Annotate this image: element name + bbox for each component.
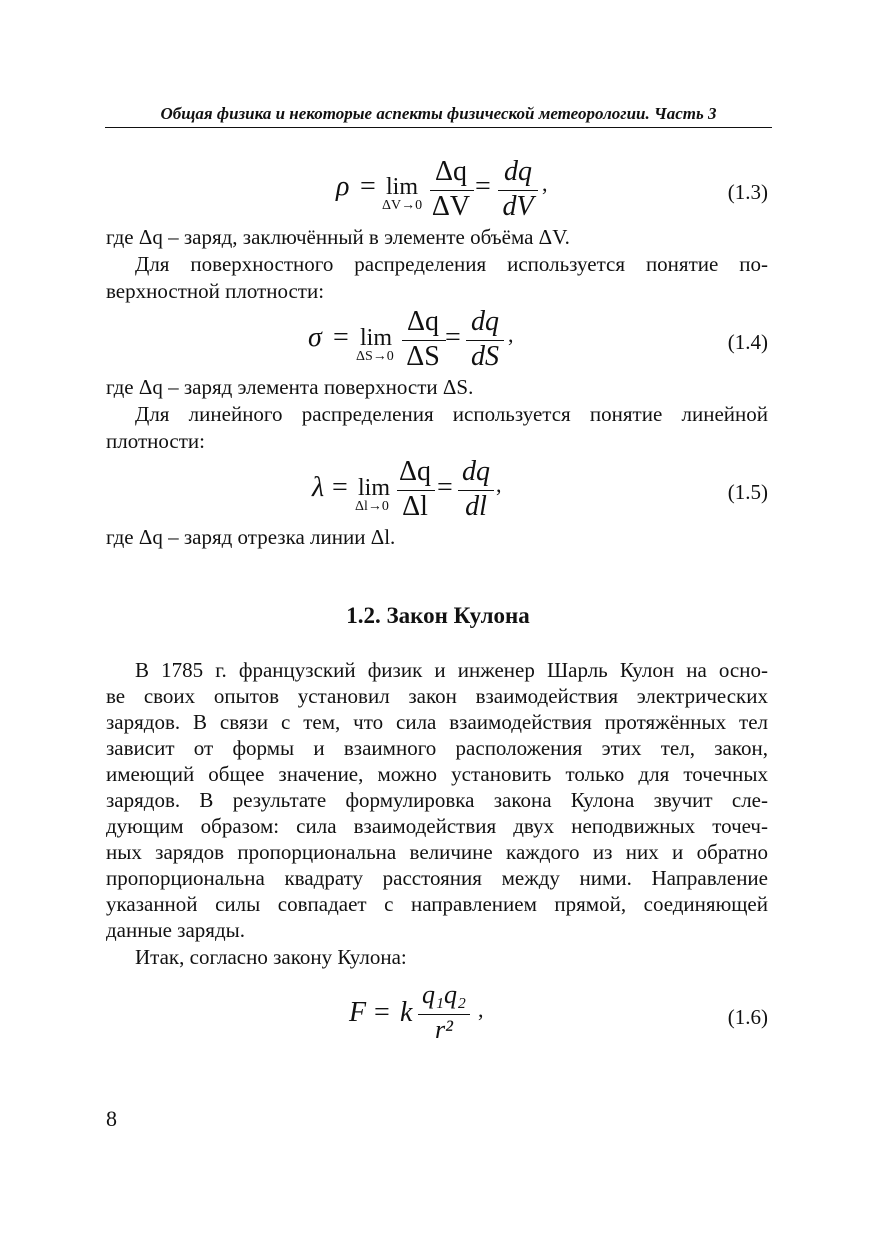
eq-equals: =: [332, 472, 348, 503]
eq-comma: ,: [496, 472, 502, 497]
eq-equals: =: [445, 322, 461, 353]
text-line: плотности:: [106, 429, 205, 453]
eq-num: dq: [471, 306, 499, 337]
equation-number: (1.5): [727, 480, 768, 504]
equation-number: (1.6): [727, 1005, 768, 1029]
eq-lhs: F: [349, 997, 367, 1028]
eq-lim-sub: ΔS→0: [356, 349, 394, 364]
eq-num: Δq: [398, 456, 431, 487]
eq-den: dS: [471, 341, 499, 372]
eq-den: Δl: [402, 491, 428, 522]
running-header: Общая физика и некоторые аспекты физической метеорологии. Часть 3: [105, 104, 772, 128]
eq-comma: ,: [478, 997, 484, 1022]
eq-lhs: ρ: [336, 171, 350, 202]
paragraph-line: указанной силы совпадает с направлением прямой, соединяющей: [106, 892, 768, 916]
paragraph-line: пропорциональна квадрату расстояния между ними. Направление: [106, 866, 768, 890]
paragraph-line: ных зарядов пропорциональна величине каждого из них и обратно: [106, 840, 768, 864]
text-line: где Δq – заряд, заключённый в элементе объёма ΔV.: [106, 225, 570, 249]
text-line: Для линейного распределения используется понятие линейной: [135, 402, 768, 426]
eq-den: dl: [465, 491, 487, 522]
eq-lim: lim: [360, 325, 393, 351]
paragraph-line: ве своих опытов установил закон взаимодействия электрических: [106, 684, 768, 708]
eq-num: q₁q₂: [421, 980, 467, 1009]
eq-num: Δq: [406, 306, 439, 337]
eq-lhs: σ: [308, 322, 322, 353]
section-title: 1.2. Закон Кулона: [346, 603, 530, 628]
eq-equals: =: [360, 171, 376, 202]
text-line: Для поверхностного распределения используется понятие по-: [135, 252, 768, 276]
eq-den: dV: [502, 191, 534, 222]
eq-coef: k: [400, 997, 413, 1028]
eq-equals: =: [475, 171, 491, 202]
paragraph-line: имеющий общее значение, можно установить только для точечных: [106, 762, 768, 786]
equation-number: (1.4): [727, 330, 768, 354]
eq-num: Δq: [434, 156, 467, 187]
eq-equals: =: [374, 997, 390, 1028]
paragraph-line: данные заряды.: [106, 918, 245, 942]
eq-num: dq: [462, 456, 490, 487]
paragraph-line: зарядов. В связи с тем, что сила взаимодействия протяжённых тел: [106, 710, 768, 734]
eq-den: r²: [435, 1015, 453, 1044]
text-line: где Δq – заряд элемента поверхности ΔS.: [106, 375, 474, 399]
eq-lim: lim: [358, 475, 391, 501]
eq-lhs: λ: [312, 472, 325, 503]
eq-lim-sub: Δl→0: [355, 499, 389, 514]
eq-equals: =: [437, 472, 453, 503]
eq-lim-sub: ΔV→0: [382, 198, 423, 213]
paragraph-line: зарядов. В результате формулировка закона Кулона звучит сле-: [106, 788, 768, 812]
text-line: верхностной плотности:: [106, 279, 325, 303]
eq-comma: ,: [508, 322, 514, 347]
equation-number: (1.3): [727, 180, 768, 204]
page-number: 8: [106, 1106, 117, 1131]
eq-den: ΔV: [431, 191, 471, 222]
paragraph-line: дующим образом: сила взаимодействия двух неподвижных точеч-: [106, 814, 768, 838]
text-line: где Δq – заряд отрезка линии Δl.: [106, 525, 396, 549]
eq-den: ΔS: [406, 341, 440, 372]
eq-num: dq: [504, 156, 532, 187]
paragraph-line: зависит от формы и взаимного расположения этих тел, закон,: [106, 736, 768, 760]
paragraph-line: В 1785 г. французский физик и инженер Шарль Кулон на осно-: [135, 658, 768, 682]
paragraph-line: Итак, согласно закону Кулона:: [135, 945, 407, 969]
eq-equals: =: [333, 322, 349, 353]
eq-comma: ,: [542, 171, 548, 196]
eq-lim: lim: [386, 174, 419, 200]
